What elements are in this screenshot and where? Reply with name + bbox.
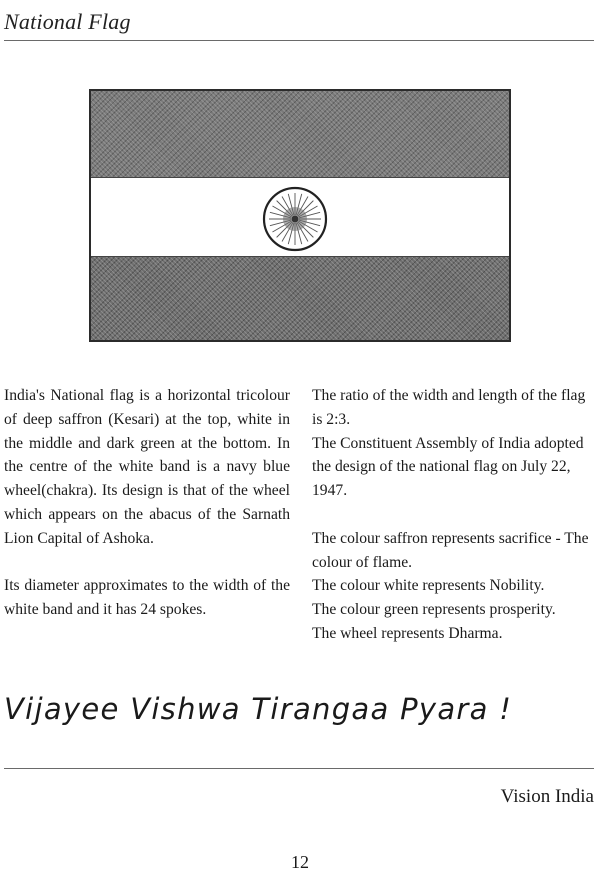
ashoka-chakra-icon [262, 186, 328, 252]
page-title: National Flag [4, 9, 131, 34]
slogan: Vijayee Vishwa Tirangaa Pyara ! [4, 692, 513, 726]
source-label: Vision India [500, 786, 594, 807]
wheel-meaning-text: The wheel represents Dharma. [312, 624, 503, 642]
flag-band-saffron [91, 91, 509, 177]
flag-adoption-text: The Constituent Assembly of India adopted the design of the national flag on July 22, 1947. [312, 434, 584, 500]
flag-description-paragraph: India's National flag is a horizontal tricolour of deep saffron (Kesari) at the top, white in the middle and dark green at the bottom. In the centre of the white band is a navy blue wheel(chakra). Its design is that of the wheel which appears on the abacus of the Sarnath Lion Capital of Ashoka. [4, 387, 290, 547]
flag-band-green [91, 257, 509, 342]
page-header [4, 10, 594, 34]
left-column [4, 384, 290, 622]
saffron-meaning-text: The colour saffron represents sacrifice - The colour of flame. [312, 529, 589, 571]
right-column [312, 384, 597, 646]
national-flag-image [89, 89, 511, 342]
flag-ratio-text: The ratio of the width and length of the flag is 2:3. [312, 387, 586, 428]
green-meaning-text: The colour green represents prosperity. [312, 601, 556, 619]
page-number: 12 [291, 852, 309, 872]
footer-rule [4, 768, 594, 769]
white-meaning-text: The colour white represents Nobility. [312, 577, 545, 595]
header-rule [4, 40, 594, 41]
chakra-diameter-paragraph: Its diameter approximates to the width of the white band and it has 24 spokes. [4, 577, 290, 619]
